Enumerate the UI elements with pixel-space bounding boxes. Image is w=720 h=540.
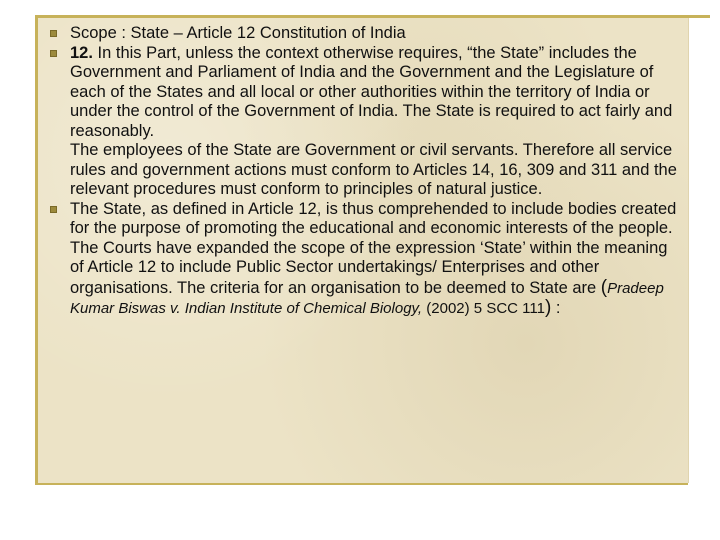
open-paren: (: [600, 276, 608, 298]
bullet-item-article-12: [50, 44, 684, 200]
continuation-lead: The Courts have expanded the scope of the expression ‘State’ within the meaning of Article 12 to include Public Sector undertakings/ Enterprises and other organisations. The criteria for an organisation to be deemed to State are: [70, 238, 668, 297]
square-bullet-icon: [50, 206, 57, 213]
tail-text: :: [551, 299, 561, 317]
bullet-text: Scope : State – Article 12 Constitution of India: [70, 24, 406, 42]
frame-top-border: [35, 15, 710, 18]
frame-left-border: [35, 15, 38, 485]
bullet-text: [70, 44, 684, 142]
continuation-text: [70, 239, 684, 319]
frame-bottom-border: [35, 483, 688, 485]
article-number: 12.: [70, 43, 93, 62]
bullet-item-scope: [50, 24, 684, 44]
continuation-text: The employees of the State are Government or civil servants. Therefore all service rules and government actions must conform to Articles 14, 16, 309 and 311 and the relevant procedures must conform to principles of natural justice.: [70, 141, 677, 198]
case-name: Pradeep Kumar Biswas v. Indian Institute of Chemical Biology,: [70, 279, 664, 317]
square-bullet-icon: [50, 30, 57, 37]
citation: (2002) 5 SCC 111: [422, 300, 545, 317]
close-paren: ): [544, 297, 552, 318]
bullet-item-state-definition: [50, 200, 684, 319]
article-text: In this Part, unless the context otherwise requires, “the State” includes the Government and Parliament of India and the Government and the Legislature of each of the States and all local or other authorities within the territory of India or under the control of the Government of India. The State is required to act fairly and reasonably.: [70, 43, 673, 140]
slide-content: [50, 24, 684, 319]
bullet-text: The State, as defined in Article 12, is thus comprehended to include bodies created for the purpose of promoting the educational and economic interests of the people.: [70, 199, 677, 237]
square-bullet-icon: [50, 50, 57, 57]
